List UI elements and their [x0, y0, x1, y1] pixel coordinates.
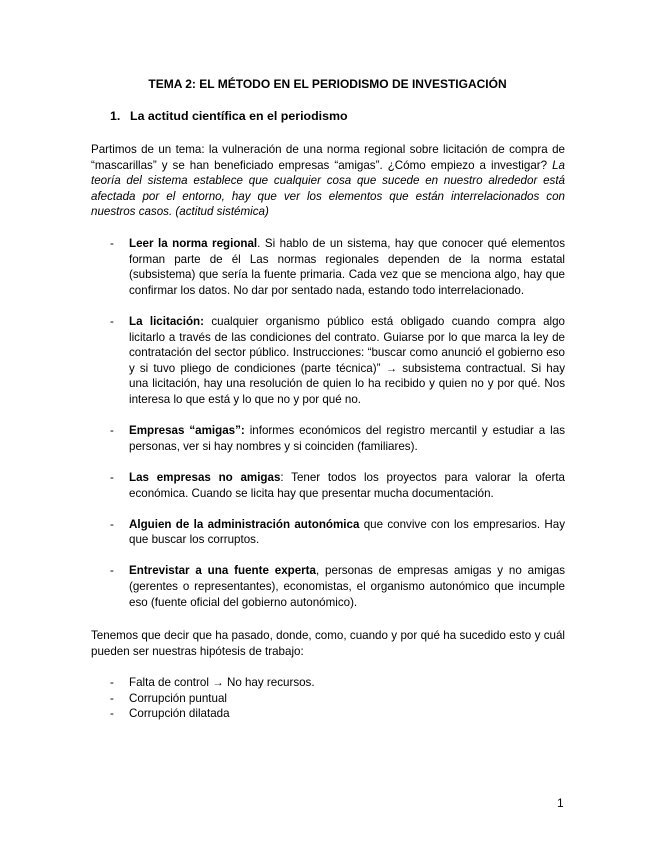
- bullet-text: : Tener todos los proyectos para valorar la oferta económica. Cuando se licita hay que presentar mucha documentación.: [129, 470, 565, 500]
- intro-italic-text: La teoría del sistema establece que cualquier cosa que sucede en nuestro alrededor está afectada por el entorno, hay que ver los elementos que están interrelacionados con nuestros casos. (actitud sistémica): [91, 158, 565, 219]
- section-heading: [110, 109, 348, 125]
- bullet-bold: Entrevistar a una fuente experta: [129, 564, 316, 578]
- bullet-bold: Alguien de la administración autonómica: [129, 517, 360, 531]
- bullet-text: que convive con los empresarios. Hay que buscar los corruptos.: [129, 517, 565, 547]
- page-number: 1: [557, 796, 564, 810]
- bullet-list: [110, 236, 565, 626]
- bullet-dash: -: [110, 707, 114, 721]
- bullet-item-administracion: [110, 517, 565, 548]
- page-title: TEMA 2: EL MÉTODO EN EL PERIODISMO DE INVESTIGACIÓN: [148, 77, 507, 91]
- bullet-dash: -: [110, 691, 114, 705]
- intro-paragraph: [91, 142, 565, 220]
- bullet-item-empresas-no-amigas: [110, 470, 565, 501]
- bullet-dash: -: [110, 314, 114, 328]
- bullet-item-empresas-amigas: [110, 423, 565, 454]
- bullet-dash: -: [110, 564, 114, 578]
- closing-paragraph: Tenemos que decir que ha pasado, donde, como, cuando y por qué ha sucedido esto y cuál pueden ser nuestras hipótesis de trabajo:: [91, 629, 565, 658]
- bullet-bold: Las empresas no amigas: [129, 470, 281, 484]
- bullet-item-licitacion: [110, 314, 565, 408]
- intro-text: Partimos de un tema: la vulneración de una norma regional sobre licitación de compra de “mascarillas” y se han beneficiado empresas “amigas”. ¿Cómo empiezo a investigar?: [91, 143, 565, 172]
- hypothesis-item: [110, 675, 565, 691]
- hypothesis-item: [110, 706, 565, 722]
- section-number: 1.: [110, 109, 121, 123]
- hypothesis-text: Corrupción puntual: [129, 691, 227, 705]
- bullet-dash: -: [110, 470, 114, 484]
- bullet-bold: La licitación:: [129, 314, 204, 328]
- bullet-dash: -: [110, 676, 114, 689]
- section-heading-text: La actitud científica en el periodismo: [130, 109, 348, 123]
- bullet-dash: -: [110, 517, 114, 531]
- bullet-text: informes económicos del registro mercantil y estudiar a las personas, ver si hay nombres y si coinciden (familiares).: [129, 424, 565, 453]
- bullet-text: cualquier organismo público está obligado cuando compra algo licitarlo a través de las condiciones del contrato. Guiarse por lo que marca la ley de contratación del sector público. Instrucciones: “buscar como anunció el gobierno eso y si tuvo pliego de condiciones (parte técnica)” → subsistema contractual. Si hay una licitación, hay una resolución de quien lo ha recibido y quien no y por qué. Nos interesa lo que está y lo que no y por qué no.: [129, 314, 565, 406]
- bullet-item-fuente-experta: [110, 563, 565, 610]
- hypothesis-text: Falta de control → No hay recursos.: [129, 676, 315, 689]
- bullet-dash: -: [110, 237, 114, 250]
- bullet-text: . Si hablo de un sistema, hay que conocer qué elementos forman parte de él Las normas regionales dependen de la norma estatal (subsistema) que sería la fuente primaria. Cada vez que se menciona algo, hay que confirmar los datos. No dar por sentado nada, estando todo interrelacionado.: [129, 237, 565, 297]
- hypothesis-text: Corrupción dilatada: [129, 707, 230, 721]
- bullet-dash: -: [110, 424, 114, 438]
- bullet-item-norma: [110, 236, 565, 298]
- bullet-bold: Empresas “amigas”:: [129, 424, 245, 438]
- bullet-text: , personas de empresas amigas y no amigas (gerentes o representantes), economistas, el organismo autonómico que incumple eso (fuente oficial del gobierno autonómico).: [129, 564, 565, 609]
- hypothesis-item: [110, 691, 565, 707]
- bullet-bold: Leer la norma regional: [129, 237, 258, 250]
- hypothesis-list: [110, 675, 565, 722]
